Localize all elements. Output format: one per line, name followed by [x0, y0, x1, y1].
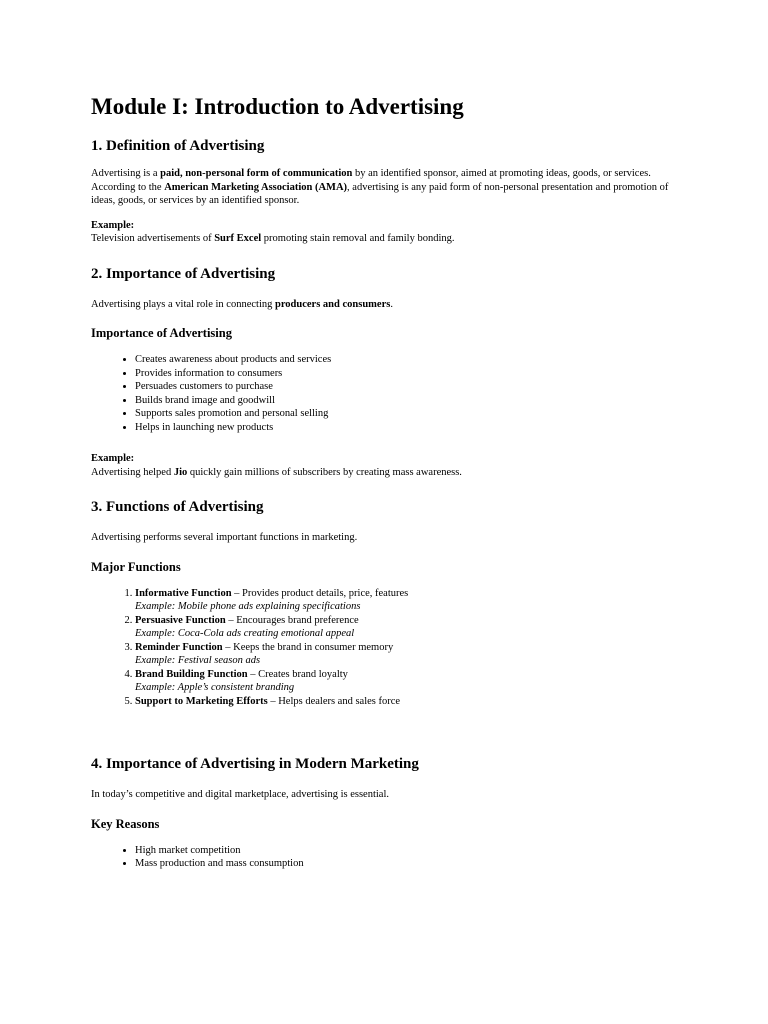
section-3-paragraph: Advertising performs several important functions in marketing.	[91, 532, 358, 543]
document-content	[91, 92, 691, 871]
page-title: Module I: Introduction to Advertising	[91, 94, 464, 119]
list-item: 4. Brand Building Function – Creates brand loyalty Example: Apple’s consistent branding	[135, 668, 691, 695]
section-4-paragraph: In today’s competitive and digital marketplace, advertising is essential.	[91, 789, 389, 800]
section-1-heading: 1. Definition of Advertising	[91, 138, 265, 154]
list-item: • Helps in launching new products	[135, 421, 691, 435]
section-3-heading: 3. Functions of Advertising	[91, 499, 264, 515]
section-4-heading: 4. Importance of Advertising in Modern Marketing	[91, 756, 419, 772]
section-2-heading: 2. Importance of Advertising	[91, 265, 276, 282]
section-2-example: Advertising helped Jio quickly gain millions of subscribers by creating mass awareness.	[91, 466, 462, 478]
list-item: 1. Informative Function – Provides product details, price, features Example: Mobile phone ads explaining specifications	[135, 587, 691, 614]
list-item: • Mass production and mass consumption	[135, 857, 691, 871]
list-item: 5. Support to Marketing Efforts – Helps dealers and sales force	[135, 695, 691, 709]
section-2-subheading: Importance of Advertising	[91, 326, 232, 340]
list-item: • Supports sales promotion and personal selling	[135, 407, 691, 421]
list-item: 3. Reminder Function – Keeps the brand in consumer memory Example: Festival season ads	[135, 641, 691, 668]
list-item: • Creates awareness about products and services	[135, 353, 691, 367]
list-item: • Persuades customers to purchase	[135, 380, 691, 394]
list-item: • High market competition	[135, 844, 691, 858]
section-1-example-label: Example:	[91, 219, 135, 231]
importance-list	[91, 353, 691, 434]
list-item: 2. Persuasive Function – Encourages brand preference Example: Coca-Cola ads creating emotional appeal	[135, 614, 691, 641]
section-3-subheading: Major Functions	[91, 559, 181, 574]
section-1-example: Television advertisements of Surf Excel promoting stain removal and family bonding.	[91, 233, 455, 244]
key-reasons-list	[91, 844, 691, 871]
section-4-subheading: Key Reasons	[91, 816, 160, 831]
section-1-paragraph: Advertising is a paid, non-personal form of communication by an identified sponsor, aimed at promoting ideas, goods, or services. According to the American Marketing Association (AMA), advertising is any paid form of non-personal presentation and promotion of ideas, goods, or services by an identified sponsor.	[91, 168, 669, 206]
functions-list	[91, 587, 691, 709]
list-item: • Provides information to consumers	[135, 367, 691, 381]
section-2-paragraph: Advertising plays a vital role in connecting producers and consumers.	[91, 298, 393, 310]
list-item: • Builds brand image and goodwill	[135, 394, 691, 408]
section-2-example-label: Example:	[91, 453, 135, 464]
